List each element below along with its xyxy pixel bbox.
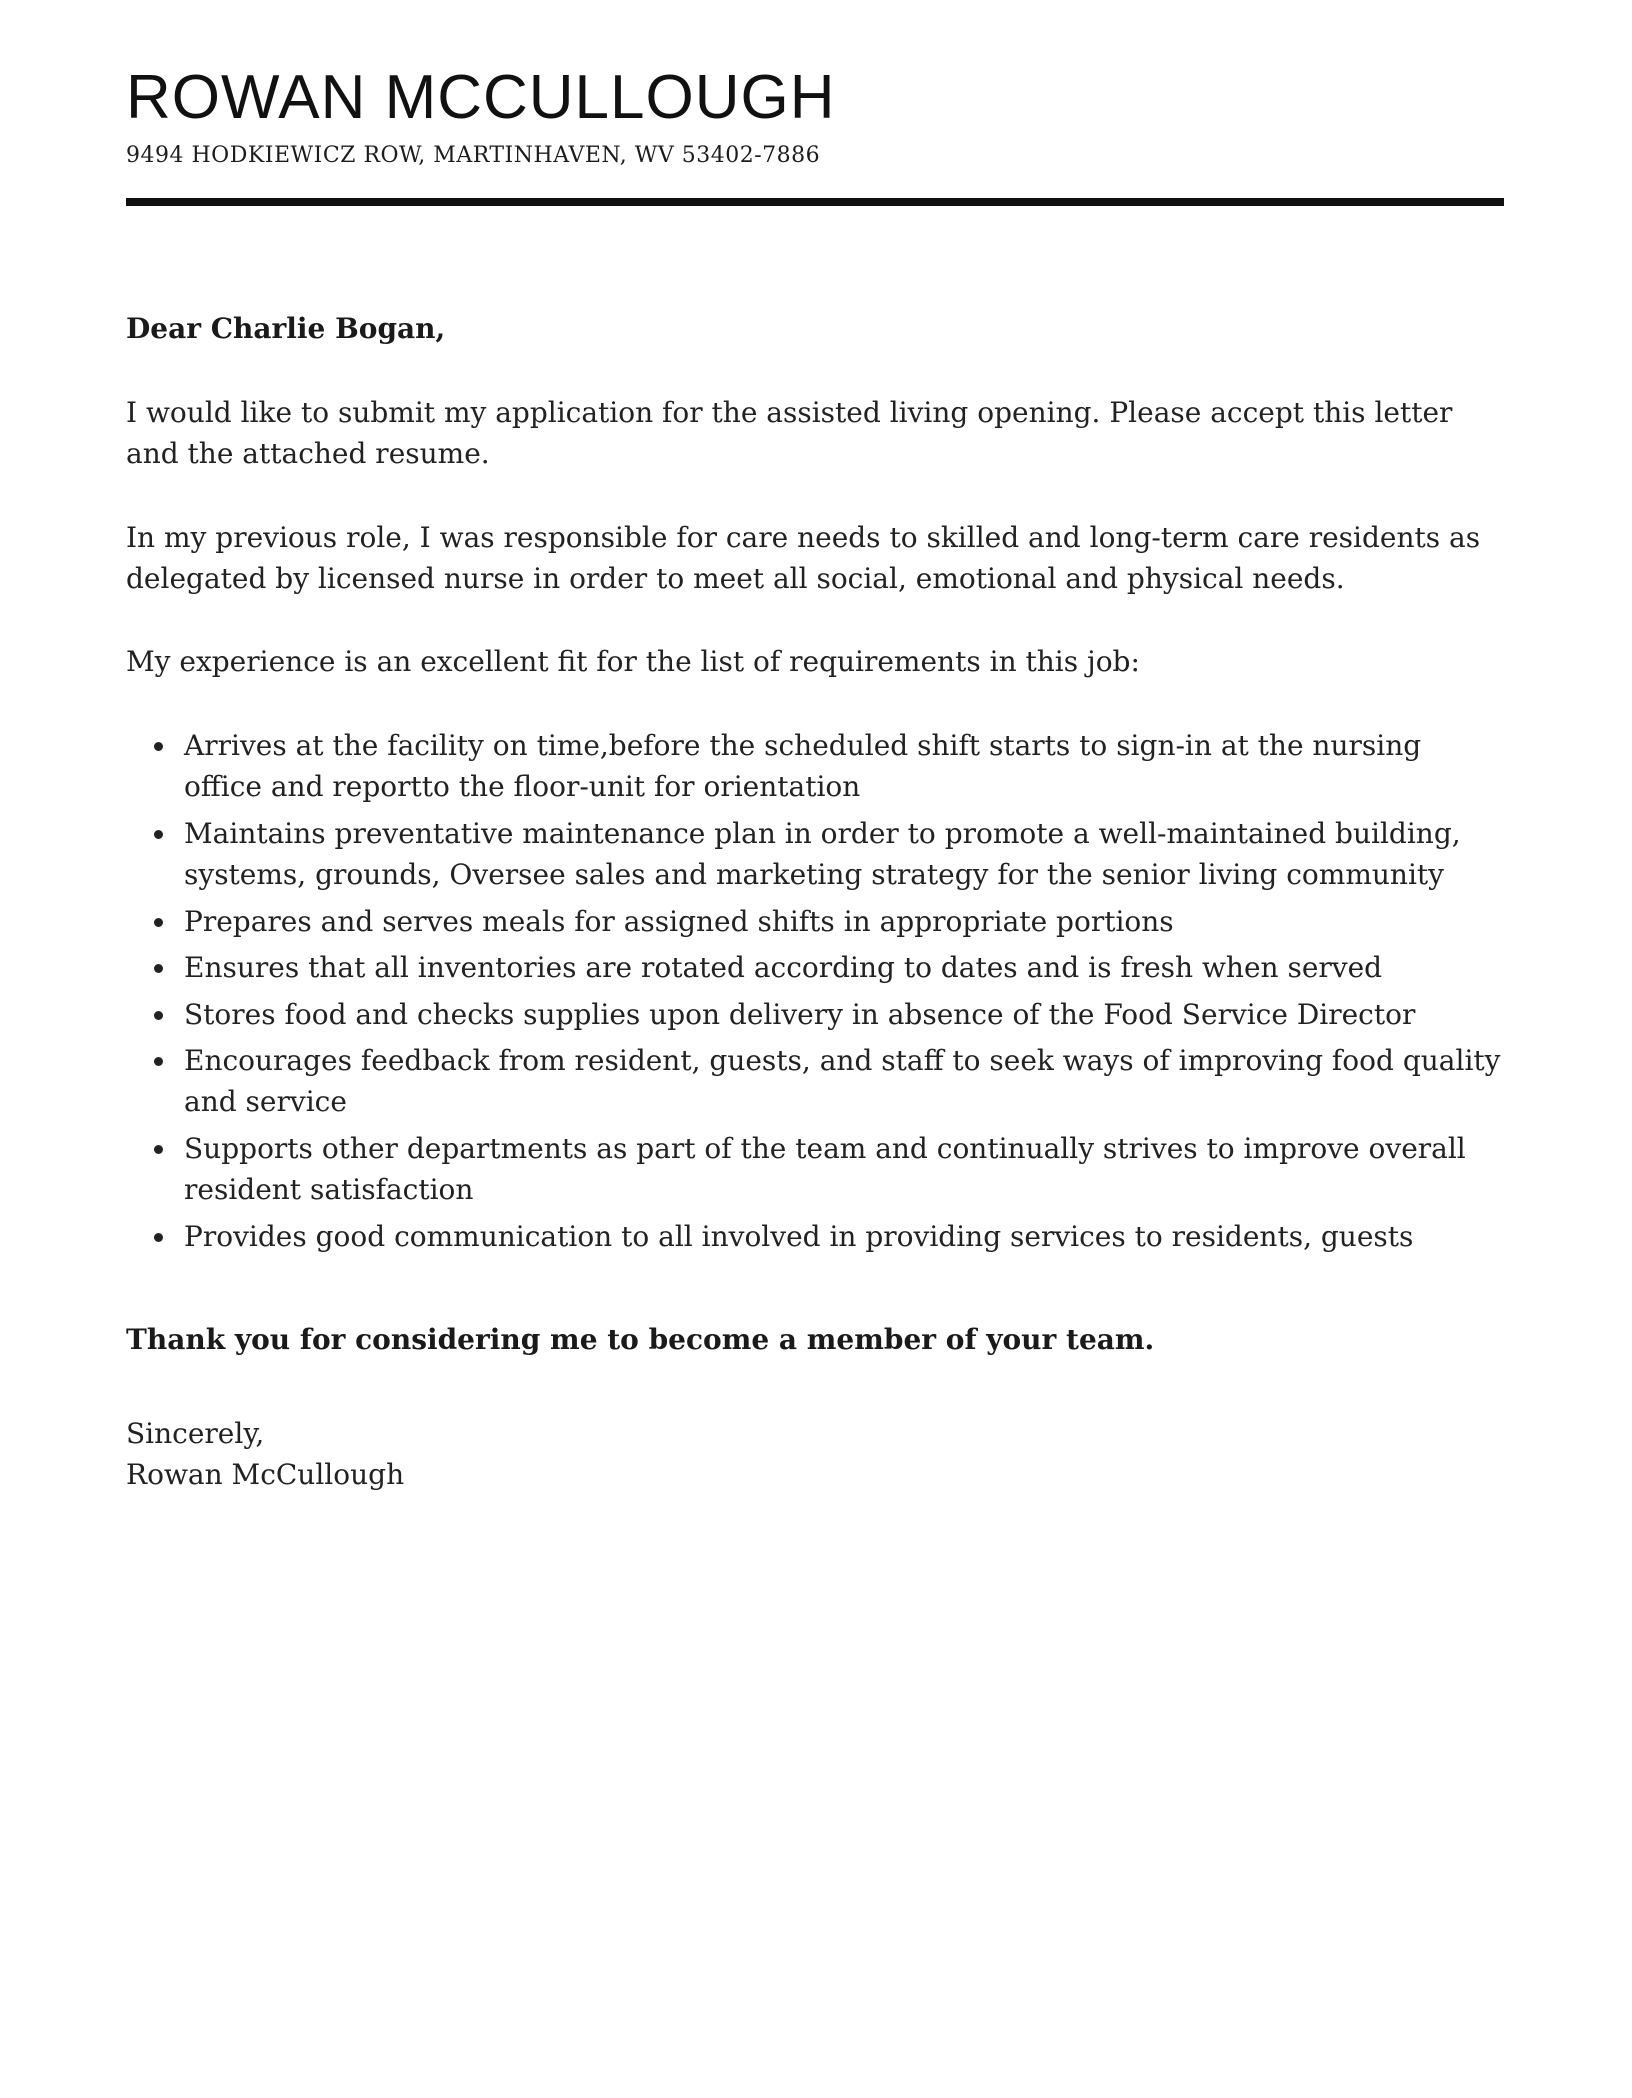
sender-address: 9494 HODKIEWICZ ROW, MARTINHAVEN, WV 53402-7886 [126,143,821,169]
list-item: • Prepares and serves meals for assigned shifts in appropriate portions [178,901,1504,942]
paragraph-intro: I would like to submit my application for the assisted living opening. Please accept this letter and the attached resume. [126,395,1453,471]
requirements-list [126,725,1504,1257]
list-item: • Ensures that all inventories are rotated according to dates and is fresh when served [178,947,1504,988]
sender-name: ROWAN MCCULLOUGH [126,63,836,132]
list-item: • Arrives at the facility on time,before the scheduled shift starts to sign-in at the nursing office and reportto the floor-unit for orientation [178,725,1504,808]
list-item: • Stores food and checks supplies upon delivery in absence of the Food Service Director [178,994,1504,1035]
signoff-word: Sincerely, [126,1416,265,1450]
letter-header [126,62,1504,206]
salutation: Dear Charlie Bogan, [126,312,446,346]
signature-name: Rowan McCullough [126,1458,405,1492]
closing-line: Thank you for considering me to become a member of your team. [126,1323,1155,1357]
paragraph-previous-role: In my previous role, I was responsible for care needs to skilled and long-term care residents as delegated by licensed nurse in order to meet all social, emotional and physical needs. [126,520,1481,596]
letter-body [126,308,1504,1495]
list-item: • Maintains preventative maintenance plan in order to promote a well-maintained building, systems, grounds, Oversee sales and marketing strategy for the senior living community [178,813,1504,896]
list-item: • Supports other departments as part of the team and continually strives to improve overall resident satisfaction [178,1128,1504,1211]
list-item: • Encourages feedback from resident, guests, and staff to seek ways of improving food quality and service [178,1040,1504,1123]
paragraph-experience-fit: My experience is an excellent fit for the list of requirements in this job: [126,645,1140,679]
signoff-block [126,1413,1504,1496]
list-item: • Provides good communication to all involved in providing services to residents, guests [178,1216,1504,1257]
header-divider [126,198,1504,206]
